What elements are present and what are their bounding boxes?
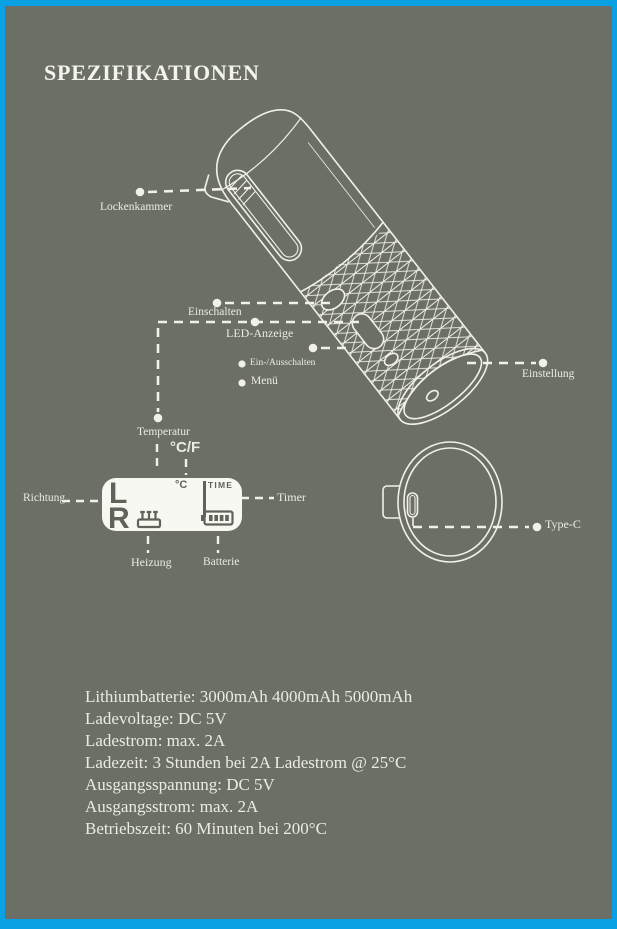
leader-dot (533, 523, 542, 532)
spec-line: Ausgangsstrom: max. 2A (85, 797, 259, 816)
callout-richtung: Richtung (23, 492, 66, 504)
callout-einschalten: Einschalten (188, 306, 242, 318)
callout-ein-ausschalten: Ein-/Ausschalten (250, 358, 316, 368)
bullet-icon (238, 379, 245, 386)
leader-dot (251, 318, 260, 327)
callout-grad-cf: °C/F (170, 439, 201, 456)
bullet-icon (238, 360, 245, 367)
battery-level-icon (200, 508, 236, 528)
callout-type-c: Type-C (545, 517, 581, 531)
leader-dot (539, 359, 548, 368)
spec-line: Lithiumbatterie: 3000mAh 4000mAh 5000mAh (85, 687, 413, 706)
callout-einstellung: Einstellung (522, 368, 575, 380)
callout-timer: Timer (277, 490, 306, 504)
lid-seam (216, 117, 308, 192)
callout-led-anzeige: LED-Anzeige (226, 326, 294, 340)
spec-line: Ladestrom: max. 2A (85, 731, 226, 750)
direction-left-label: L (109, 477, 127, 510)
heating-element-icon (135, 508, 164, 529)
spec-line: Betriebszeit: 60 Minuten bei 200°C (85, 819, 327, 838)
body-highlight (308, 143, 374, 228)
leader-dot (154, 414, 163, 423)
spec-line: Ladevoltage: DC 5V (85, 709, 227, 728)
leader-dot (309, 344, 318, 353)
callout-lockenkammer: Lockenkammer (100, 201, 173, 213)
curler-body-illustration (188, 94, 511, 460)
time-label: TIME (208, 480, 234, 490)
spec-line: Ladezeit: 3 Stunden bei 2A Ladestrom @ 25°C (85, 753, 407, 772)
leader-lockenkammer (148, 188, 251, 192)
callout-menue: Menü (251, 375, 278, 387)
end-view-illustration (383, 442, 502, 562)
display-panel (102, 477, 242, 535)
direction-right-label: R (108, 502, 129, 535)
end-view-outer (398, 442, 502, 562)
degree-unit-label: °C (175, 479, 188, 491)
callout-batterie: Batterie (203, 556, 240, 568)
spec-line: Ausgangsspannung: DC 5V (85, 775, 275, 794)
leader-dot (136, 188, 145, 197)
callout-temperatur: Temperatur (137, 426, 190, 438)
spec-list (85, 686, 412, 840)
page-title: SPEZIFIKATIONEN (44, 60, 260, 85)
clip-wing (198, 175, 229, 210)
curl-chamber-slot (221, 166, 306, 266)
callout-heizung: Heizung (131, 555, 172, 569)
